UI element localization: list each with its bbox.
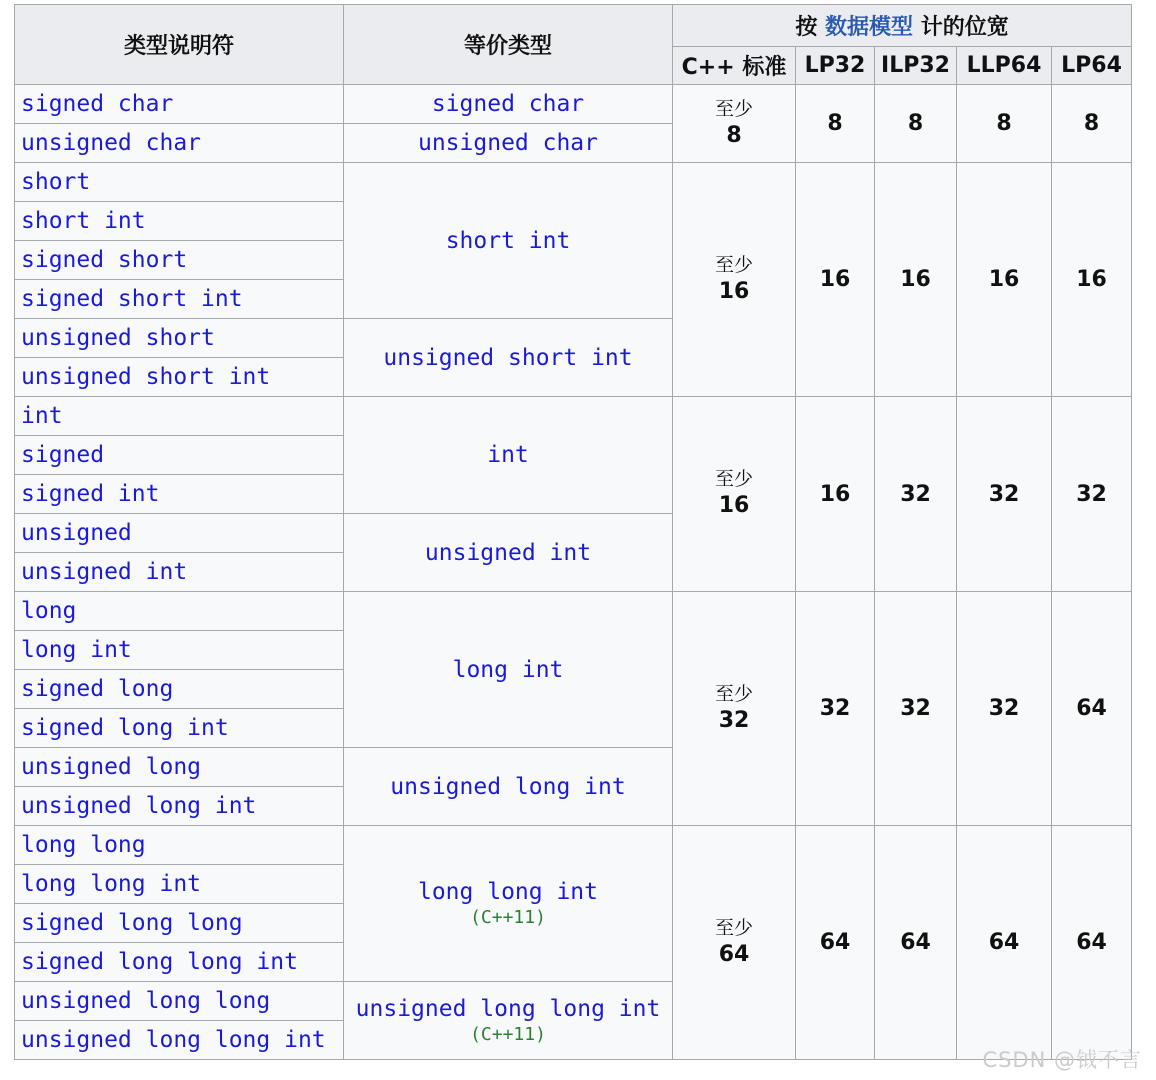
spec-cell bbox=[15, 904, 344, 943]
bit-width-ilp32: 16 bbox=[875, 163, 957, 397]
equiv-cell bbox=[344, 748, 673, 826]
equiv-link-unsigned-char[interactable]: unsigned char bbox=[417, 130, 598, 156]
spec-cell bbox=[15, 826, 344, 865]
spec-link-signed[interactable]: signed bbox=[21, 442, 105, 468]
header-type-specifier: 类型说明符 bbox=[15, 5, 344, 85]
min-bits-prefix: 至少 bbox=[714, 253, 753, 276]
bit-width-lp64: 64 bbox=[1052, 826, 1132, 1060]
spec-cell bbox=[15, 124, 344, 163]
bit-width-llp64: 32 bbox=[957, 592, 1052, 826]
data-model-link[interactable]: 数据模型 bbox=[825, 15, 914, 40]
spec-link-unsigned-long-int[interactable]: unsigned long int bbox=[21, 793, 257, 819]
spec-link-signed-long-long[interactable]: signed long long bbox=[21, 910, 243, 936]
bit-width-lp64: 32 bbox=[1052, 397, 1132, 592]
bit-width-lp32: 16 bbox=[796, 163, 875, 397]
spec-link-unsigned-short-int[interactable]: unsigned short int bbox=[21, 364, 271, 390]
equiv-cell bbox=[344, 163, 673, 319]
bit-width-llp64: 16 bbox=[957, 163, 1052, 397]
spec-cell bbox=[15, 358, 344, 397]
header-bit-width-by-model bbox=[673, 5, 1132, 47]
spec-link-long-int[interactable]: long int bbox=[21, 637, 132, 663]
min-bits-value: 64 bbox=[718, 941, 750, 967]
equiv-cell bbox=[344, 826, 673, 982]
header-llp64: LLP64 bbox=[957, 47, 1052, 85]
equiv-cell bbox=[344, 319, 673, 397]
equiv-cell bbox=[344, 124, 673, 163]
bit-width-lp64: 64 bbox=[1052, 592, 1132, 826]
spec-link-long-long[interactable]: long long bbox=[21, 832, 146, 858]
spec-link-unsigned-short[interactable]: unsigned short bbox=[21, 325, 215, 351]
equiv-link-unsigned-long-long-int[interactable]: unsigned long long int bbox=[355, 996, 661, 1022]
spec-cell bbox=[15, 709, 344, 748]
spec-link-unsigned-char[interactable]: unsigned char bbox=[21, 130, 202, 156]
bit-width-ilp32: 32 bbox=[875, 397, 957, 592]
spec-cell bbox=[15, 280, 344, 319]
spec-link-signed-short[interactable]: signed short bbox=[21, 247, 188, 273]
spec-cell bbox=[15, 514, 344, 553]
bit-width-lp64: 8 bbox=[1052, 85, 1132, 163]
header-cpp-standard: C++ 标准 bbox=[673, 47, 796, 85]
spec-link-int[interactable]: int bbox=[21, 403, 63, 429]
equiv-link-unsigned-short-int[interactable]: unsigned short int bbox=[383, 344, 633, 371]
spec-link-unsigned-long-long[interactable]: unsigned long long bbox=[21, 988, 271, 1014]
bit-width-ilp32: 64 bbox=[875, 826, 957, 1060]
bit-width-lp32: 16 bbox=[796, 397, 875, 592]
spec-cell bbox=[15, 592, 344, 631]
spec-link-long-long-int[interactable]: long long int bbox=[21, 871, 202, 897]
equiv-link-signed-char[interactable]: signed char bbox=[431, 91, 585, 117]
spec-link-unsigned-long-long-int[interactable]: unsigned long long int bbox=[21, 1027, 326, 1053]
min-bits-cell bbox=[673, 826, 796, 1060]
spec-cell bbox=[15, 553, 344, 592]
equiv-cell bbox=[344, 982, 673, 1060]
spec-link-signed-long[interactable]: signed long bbox=[21, 676, 174, 702]
spec-cell bbox=[15, 943, 344, 982]
equiv-link-unsigned-int[interactable]: unsigned int bbox=[424, 539, 592, 566]
spec-link-signed-long-long-int[interactable]: signed long long int bbox=[21, 949, 298, 975]
cpp11-mark: (C++11) bbox=[470, 1024, 546, 1045]
bit-width-llp64: 8 bbox=[957, 85, 1052, 163]
bit-width-lp32: 8 bbox=[796, 85, 875, 163]
spec-link-unsigned-int[interactable]: unsigned int bbox=[21, 559, 188, 585]
equiv-link-long-int[interactable]: long int bbox=[452, 656, 564, 683]
spec-link-short-int[interactable]: short int bbox=[21, 208, 146, 234]
header-lp32: LP32 bbox=[796, 47, 875, 85]
spec-link-unsigned-long[interactable]: unsigned long bbox=[21, 754, 202, 780]
spec-cell bbox=[15, 475, 344, 514]
min-bits-cell bbox=[673, 85, 796, 163]
min-bits-cell bbox=[673, 163, 796, 397]
header-ilp32: ILP32 bbox=[875, 47, 957, 85]
min-bits-value: 16 bbox=[718, 493, 750, 519]
equiv-cell bbox=[344, 397, 673, 514]
equiv-cell bbox=[344, 592, 673, 748]
csdn-watermark: CSDN @钺不言 bbox=[982, 1048, 1142, 1072]
equiv-cell bbox=[344, 514, 673, 592]
spec-link-signed-short-int[interactable]: signed short int bbox=[21, 286, 243, 312]
min-bits-value: 16 bbox=[718, 278, 750, 304]
fundamental-types-table bbox=[14, 4, 1132, 1060]
bit-width-ilp32: 32 bbox=[875, 592, 957, 826]
bit-width-lp32: 64 bbox=[796, 826, 875, 1060]
min-bits-cell bbox=[673, 397, 796, 592]
spec-link-signed-int[interactable]: signed int bbox=[21, 481, 160, 507]
min-bits-prefix: 至少 bbox=[714, 916, 753, 939]
spec-cell bbox=[15, 436, 344, 475]
header-lp64: LP64 bbox=[1052, 47, 1132, 85]
spec-cell bbox=[15, 319, 344, 358]
spec-cell bbox=[15, 85, 344, 124]
bit-width-llp64: 64 bbox=[957, 826, 1052, 1060]
bit-width-title-prefix: 按 bbox=[795, 15, 818, 40]
cpp11-mark: (C++11) bbox=[470, 907, 546, 928]
spec-cell bbox=[15, 982, 344, 1021]
bit-width-ilp32: 8 bbox=[875, 85, 957, 163]
equiv-link-long-long-int[interactable]: long long int bbox=[417, 879, 598, 905]
spec-cell bbox=[15, 865, 344, 904]
spec-cell bbox=[15, 748, 344, 787]
spec-cell bbox=[15, 670, 344, 709]
min-bits-value: 8 bbox=[726, 122, 742, 148]
spec-link-short[interactable]: short bbox=[21, 169, 91, 195]
spec-link-signed-long-int[interactable]: signed long int bbox=[21, 715, 229, 741]
bit-width-lp32: 32 bbox=[796, 592, 875, 826]
min-bits-prefix: 至少 bbox=[714, 97, 753, 120]
equiv-cell bbox=[344, 85, 673, 124]
spec-cell bbox=[15, 787, 344, 826]
bit-width-llp64: 32 bbox=[957, 397, 1052, 592]
spec-cell bbox=[15, 241, 344, 280]
equiv-link-short-int[interactable]: short int bbox=[445, 227, 571, 254]
spec-link-signed-char[interactable]: signed char bbox=[21, 91, 174, 117]
spec-cell bbox=[15, 1021, 344, 1060]
spec-link-long[interactable]: long bbox=[21, 598, 77, 624]
bit-width-title-suffix: 计的位宽 bbox=[920, 15, 1009, 40]
spec-cell bbox=[15, 202, 344, 241]
spec-cell bbox=[15, 397, 344, 436]
min-bits-prefix: 至少 bbox=[714, 682, 753, 705]
min-bits-cell bbox=[673, 592, 796, 826]
spec-cell bbox=[15, 631, 344, 670]
equiv-link-unsigned-long-int[interactable]: unsigned long int bbox=[390, 773, 626, 800]
header-equivalent-type: 等价类型 bbox=[344, 5, 673, 85]
min-bits-value: 32 bbox=[718, 707, 750, 733]
min-bits-prefix: 至少 bbox=[714, 468, 753, 491]
spec-link-unsigned[interactable]: unsigned bbox=[21, 520, 132, 546]
bit-width-lp64: 16 bbox=[1052, 163, 1132, 397]
equiv-link-int[interactable]: int bbox=[487, 442, 529, 468]
spec-cell bbox=[15, 163, 344, 202]
